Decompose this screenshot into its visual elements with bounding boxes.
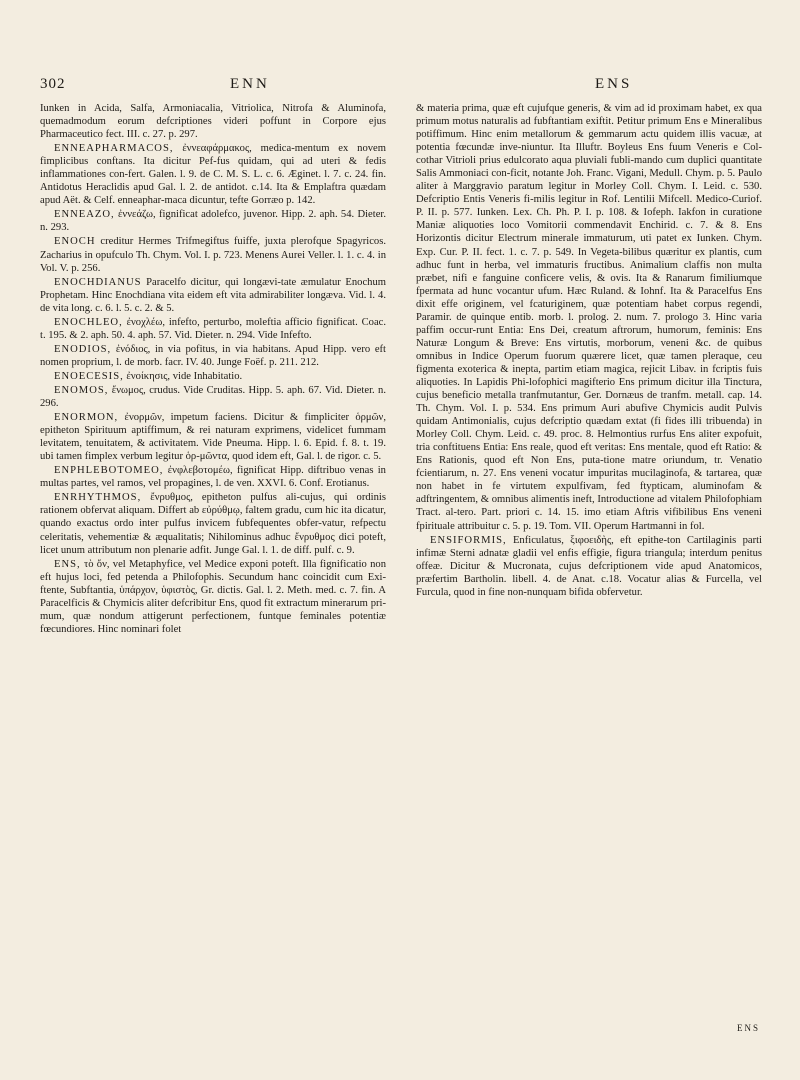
entry-headword: ENNEAPHARMACOS, — [54, 143, 174, 155]
entry-text: ἐννεάζω, fignificat adolefco, juvenor. Hipp. 2. aph. 54. Dieter. n. 293. — [40, 209, 386, 234]
entry-text: Paracelfo dicitur, qui longævi-tate æmulatur Enochum Prophetam. Hinc Enochdiana vita eidem eft vita admirabiliter longæva. Vid. l. 4. de vita long. c. 6. l. 5. c. 2. & 5. — [40, 276, 386, 314]
entry-headword: ENPHLEBOTOMEO, — [54, 465, 164, 477]
entry-headword: ENOMOS, — [54, 384, 109, 396]
dictionary-entry — [40, 276, 386, 315]
dictionary-entry — [40, 384, 386, 410]
dictionary-entry — [40, 343, 386, 369]
entry-text: ἐννεαφάρμακος, medica-mentum ex novem fimplicibus conftans. Ita dicitur Pef-fus quidam, qui ad uteri & fedis inflammationes con-fert. Galen. l. 9. de C. M. S. L. c. 6. Æginet. l. 7. c. 24. fin. Antidotus Heraclidis apud Gal. l. 2. de antidot. c.14. Ita & Emplaftra quædam apud Aët. & Celf. enneaphar-maca dicuntur, tefte Gorræo p. 142. — [40, 143, 386, 207]
entry-headword: ENODIOS, — [54, 343, 112, 355]
right-column — [416, 102, 762, 637]
entry-text: ἐνορμῶν, impetum faciens. Dicitur & fimpliciter ὁρμῶν, epitheton Spirituum aptiffimum, & rei naturam exprimens, videlicet fummam levitatem, tenuitatem, & activitatem. Vide Pneuma. Hipp. l. 6. Epid. f. 8. t. 19. ubi tamen fimplex verbum legitur ὁρ-μῶντα, quod idem eft, Gal. l. de rigor. c. 5. — [40, 412, 386, 463]
entry-headword: ENORMON, — [54, 412, 119, 424]
running-head — [40, 76, 762, 98]
entry-headword: ENOCHDIANUS — [54, 276, 142, 288]
dictionary-entry — [40, 411, 386, 463]
entry-text: & materia prima, quæ eft cujufque generis, & vim ad id proximam habet, ex qua primum motus naturalis ad fubftantiam exiftit. Petitur primum Ens e Mineralibus potiffimum. Hinc enim metallorum & gemmarum actu quidem illis vacuæ, at potentia fœcundæ inve-niuntur. Ita Illuftr. Boyleus Ens fuum Veneris e Col-cothar Vitrioli prius edulcorato aqua pluviali fubli-mando cum duplici quantitate Salis Ammoniaci con-ficit, notante Joh. Franc. Vigani, Medull. Chym. p. 5. Paulo aliter à Marggravio paratum legitur in Morley Coll. Chym. I. Leid. c. 530. Defcriptio Entis Veneris fi-milis legitur in Rof. Lentilii Mifcell. Medico-Curiof. P. II. p. 577. Iunken. Lex. Ch. Ph. P. I. p. 108. & Iofeph. Iakfon in curatione Maniæ aliquoties loco Vomitorii commendavit Enchirid. c. 7. & 8. Ens Horizontis dicitur Electrum minerale immaturum, uti patet ex Iunken. Chym. Exp. Cur. P. II. fect. 1. c. 7. p. 549. In Vegeta-bilibus quæritur ex plantis, cum adhuc funt in herba, vel immaturis fructibus. Animalium claffis non multa præbet, nifi e fanguine conficere velis, & ovis. Ita & Ranarum fimiliumque fpermata ad hunc vocantur ufum. Hæc Ruland. & Iohnf. Ita & Paracelfus Ens dixit effe originem, vel fcaturiginem, quæ potentiam habet corpus regendi, Paramir. de quinque entib. morb. l. prolog. 2. num. 7. prologo 3. Hinc varia paffim occur-runt Entia: Ens Dei, creatum aftrorum, humorum, feminis: Ens Naturæ Longum & Breve: Ens virtutis, morborum, veneni &c. de quibus omnibus in Indice Operum fuorum quærere licet, quæ tamen pleraque, ceu figmenta exoterica & inepta, partim etiam magica, rejicit Libav. in fcriptis fuis aliquoties. In Lapidis Phi-lofophici magifterio Ens primum dicitur illa Tinctura, cujus beneficio metalla tranfmutantur, Ger. Dornæus de tranfm. metall. cap. 14. Th. Chym. Vol. I. p. 534. Ens primum Auri abufive Chymicis audit Pulvis quidam Antimonialis, cujus defcriptio quædam extat (fi fides illi tribuenda) in Morley Coll. Chym. Leid. c. 49. proc. 8. Helmontius rurfus Ens aliter expofuit, tria conftituens Entia: Ens reale, quod eft veritas: Ens mentale, quod eft Ratio: & Ens Rationis, quod eft Non Ens, puta-tione matre oriundum, tr. Venatio fcientiarum, n. 27. Ens veneni vocatur impuritas mucilaginofa, & tartarea, quæ non habet in fe virtutem expulfivam, fed ftypticam, aluminofam & adftringentem, & omnibus alimentis ineft, Introductione ad vitalem Philofophiam Tract. al-tero. Part. priori c. 14. 15. imo etiam Aftris vifibilibus Ens veneni fpirituale attribuitur c. 5. p. 19. Tom. VII. Operum Hartmanni in fol. — [416, 103, 762, 532]
entry-text: τὸ ὄν, vel Metaphyfice, vel Medice exponi poteft. Illa fignificatio non eft hujus loci, fed petenda a Philofophis. Secundum hanc coincidit cum Exi-ftente, Subftantia, ὑπάρχον, ὑφιστὸς, Gr. dictis. Gal. l. 2. Meth. med. c. 7. fin. A Paracelficis & Chymicis aliter defcribitur Ens, quod fit extractum minerarum pri-mum, quæ nondum attigerunt perfectionem, funtque feminales potentiæ fœcundiores. Hinc nominari folet — [40, 558, 387, 635]
dictionary-entry — [40, 235, 386, 274]
dictionary-entry — [40, 316, 386, 342]
entry-text: ἐνοχλέω, infefto, perturbo, moleftia afficio fignificat. Coac. t. 195. & 2. aph. 50. 4. aph. 57. Vid. Dieter. n. 294. Vide Infefto. — [40, 316, 386, 341]
dictionary-entry — [40, 370, 386, 383]
entry-headword: ENRHYTHMOS, — [54, 492, 142, 504]
entry-headword: ENSIFORMIS, — [430, 534, 507, 546]
text-columns — [40, 102, 762, 637]
entry-text: ἐνφλεβοτομέω, fignificat Hipp. diftribuo venas in multas partes, vel ramos, vel propagines, l. de ven. XXVI. 6. Conf. Erotianus. — [40, 465, 386, 490]
entry-headword: ENOCHLEO, — [54, 316, 123, 328]
entry-headword: ENS, — [54, 558, 81, 570]
dictionary-entry — [40, 208, 386, 234]
entry-text: ἐνόδιος, in via pofitus, in via habitans. Apud Hipp. vero eft nomen proprium, l. de morb. facr. IV. 40. Junge Foëf. p. 211. 212. — [40, 343, 386, 368]
dictionary-entry — [40, 558, 386, 636]
entry-headword: ENOCH — [54, 236, 96, 248]
dictionary-entry — [40, 142, 386, 207]
page-number: 302 — [40, 76, 66, 92]
entry-text: creditur Hermes Trifmegiftus fuiffe, juxta plerofque Spagyricos. Zacharius in opufculo Th. Chym. Vol. I. p. 723. Menens Aurei Veller. l. 1. c. 4. in Vol. V. p. 256. — [40, 236, 386, 274]
entry-text: ἔνρυθμος, epitheton pulfus ali-cujus, qui ordinis rationem obfervat aliquam. Differt ab εὐρύθμῳ, faltem gradu, cum hic ita dicatur, quando exactus ordo inter pulfus invicem fubfequentes obfer-vatur, refpectu celeritatis, vehementiæ & æqualitatis; Nihilominus adhuc ἔνρυθμος dici poteft, licet unum attributum non plenarie adfit. Junge Gal. l. 1. de diff. pulf. c. 9. — [40, 492, 386, 556]
entry-text: ἔνωμος, crudus. Vide Cruditas. Hipp. 5. aph. 67. Vid. Dieter. n. 296. — [40, 384, 386, 410]
entry-headword: ENNEAZO, — [54, 209, 115, 221]
entry-headword: ENOECESIS, — [54, 370, 124, 382]
dictionary-entry — [416, 534, 762, 599]
dictionary-entry — [40, 102, 386, 141]
entry-text: ἐνοίκησις, vide Inhabitatio. — [126, 370, 243, 382]
right-running-title: ENS — [595, 76, 633, 92]
entry-text: Enficulatus, ξιφοειδὴς, eft epithe-ton Cartilaginis parti infimæ Sterni adnatæ gladii vel enfis effigie, figura triangula; interdum penitus offeæ. Dicitur & Mucronata, cujus defcriptionem vide apud Anatomicos, præfertim Bartholin. libell. 4. de Anat. c.18. Vocatur alias & Furcella, vel Furcula, quod in fine non-nunquam bifida obfervetur. — [416, 534, 762, 598]
dictionary-entry — [40, 464, 386, 490]
dictionary-entry — [416, 102, 762, 533]
left-column — [40, 102, 386, 637]
catchword: ENS — [736, 1023, 760, 1033]
entry-text: Iunken in Acida, Salfa, Armoniacalia, Vitriolica, Nitrofa & Aluminofa, quemadmodum eorum defcriptiones videri poffunt in Corpore ejus Pharmaceutico fect. III. c. 27. p. 297. — [40, 103, 386, 141]
dictionary-entry — [40, 491, 386, 556]
left-running-title: ENN — [230, 76, 270, 92]
